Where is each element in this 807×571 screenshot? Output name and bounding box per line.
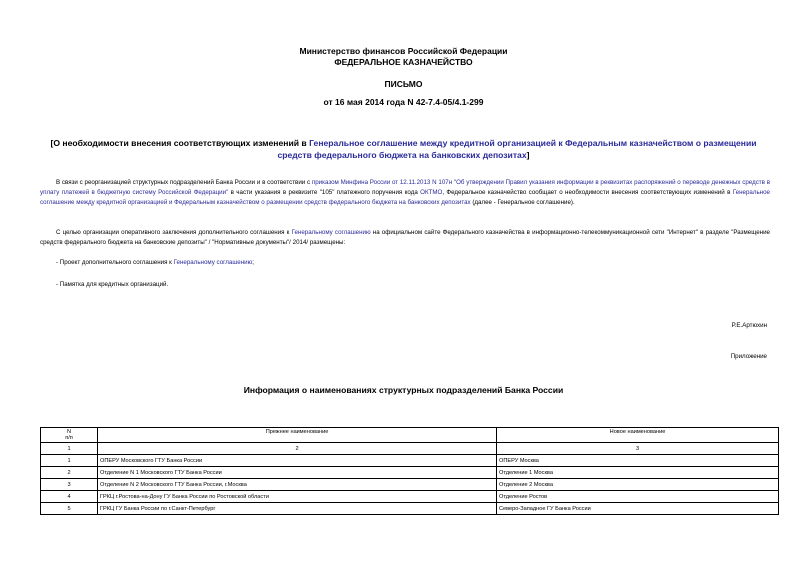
row-old-name: ОПЕРУ Московского ГТУ Банка России (98, 455, 497, 467)
row-number: 1 (41, 455, 98, 467)
header-new-name: Новое наименование (497, 428, 779, 443)
li1-text-a: - Проект дополнительного соглашения к (56, 259, 174, 266)
table-row (41, 467, 779, 479)
p1-text-b: в части указания в реквизите "105" платежного поручения кода (228, 189, 421, 196)
p1-text-c: , Федеральное казначейство сообщает о необходимости внесения соответствующих изменений в (442, 189, 733, 196)
table-numbering-row (41, 443, 779, 455)
row-new-name: Отделение Ростов (497, 491, 779, 503)
table-title: Информация о наименованиях структурных подразделений Банка России (243, 385, 564, 395)
general-agreement-link-2[interactable]: Генеральному соглашению (291, 229, 371, 236)
row-number: 3 (41, 479, 98, 491)
row-new-name: Северо-Западное ГУ Банка России (497, 503, 779, 515)
ministry-name: Министерство финансов Российской Федерации (299, 46, 508, 56)
appendix-label: Приложение (730, 353, 767, 360)
row-new-name: ОПЕРУ Москва (497, 455, 779, 467)
numbering-cell: 3 (497, 443, 779, 455)
table-header-row (41, 428, 779, 443)
row-old-name: Отделение N 1 Московского ГТУ Банка России (98, 467, 497, 479)
row-number: 4 (41, 491, 98, 503)
row-new-name: Отделение 1 Москва (497, 467, 779, 479)
p1-text-d: (далее - Генеральное соглашение). (470, 199, 575, 206)
row-old-name: Отделение N 2 Московского ГТУ Банка России, г.Москва (98, 479, 497, 491)
p2-text-b: на официальном сайте Федерального казначейства в информационно-телекоммуникационной сети "Интернет" в разделе "Размещение средств федерального бюджета на банковские депозиты" / "Нормативные документы"/ 2014/ размещены: (40, 229, 770, 246)
subject-link[interactable]: Генеральное соглашение между кредитной организацией к Федеральным казначейством о размещении средств федерального бюджета на банковских депозитах (277, 138, 757, 160)
signature: Р.Е.Артюхин (731, 322, 767, 329)
row-old-name: ГРКЦ ГУ Банка России по г.Санкт-Петербург (98, 503, 497, 515)
list-item-1 (40, 258, 770, 268)
list-item-2: - Памятка для кредитных организаций. (56, 281, 169, 288)
table-row (41, 479, 779, 491)
table-row (41, 455, 779, 467)
table-row (41, 491, 779, 503)
p2-text-a: С целью организации оперативного заключения дополнительного соглашения к (56, 229, 292, 236)
paragraph-1 (40, 178, 770, 208)
header-old-name: Прежнее наименование (98, 428, 497, 443)
order-link[interactable]: приказом Минфина России от 12.11.2013 N 107н "Об утверждении Правил указания информации в реквизитах распоряжений о переводе денежных средств в уплату платежей в бюджетную систему Российской Федерации" (40, 179, 770, 196)
treasury-name: ФЕДЕРАЛЬНОЕ КАЗНАЧЕЙСТВО (334, 57, 473, 67)
numbering-cell: 1 (41, 443, 98, 455)
subject-open: [О необходимости внесения соответствующих изменений в (50, 138, 310, 148)
bank-divisions-table (40, 427, 779, 515)
header-number: N п/п (41, 428, 98, 443)
row-new-name: Отделение 2 Москва (497, 479, 779, 491)
document-type: ПИСЬМО (384, 79, 423, 89)
row-number: 2 (41, 467, 98, 479)
numbering-cell: 2 (98, 443, 497, 455)
row-number: 5 (41, 503, 98, 515)
document-subject (36, 137, 771, 161)
document-date-number: от 16 мая 2014 года N 42-7.4-05/4.1-299 (323, 97, 484, 107)
p1-text-a: В связи с реорганизацией структурных подразделений Банка России и в соответствии с (56, 179, 312, 186)
oktmo-link[interactable]: ОКТМО (420, 189, 443, 196)
general-agreement-link[interactable]: Генеральное соглашение между кредитной организацией и Федеральным казначейством о размещении средств федерального бюджета на банковских депозитах (40, 189, 770, 206)
row-old-name: ГРКЦ г.Ростова-на-Дону ГУ Банка России по Ростовской области (98, 491, 497, 503)
li1-text-b: ; (252, 259, 254, 266)
subject-close: ] (526, 150, 530, 160)
table-row (41, 503, 779, 515)
general-agreement-link-3[interactable]: Генеральному соглашению (173, 259, 253, 266)
paragraph-2 (40, 228, 770, 248)
